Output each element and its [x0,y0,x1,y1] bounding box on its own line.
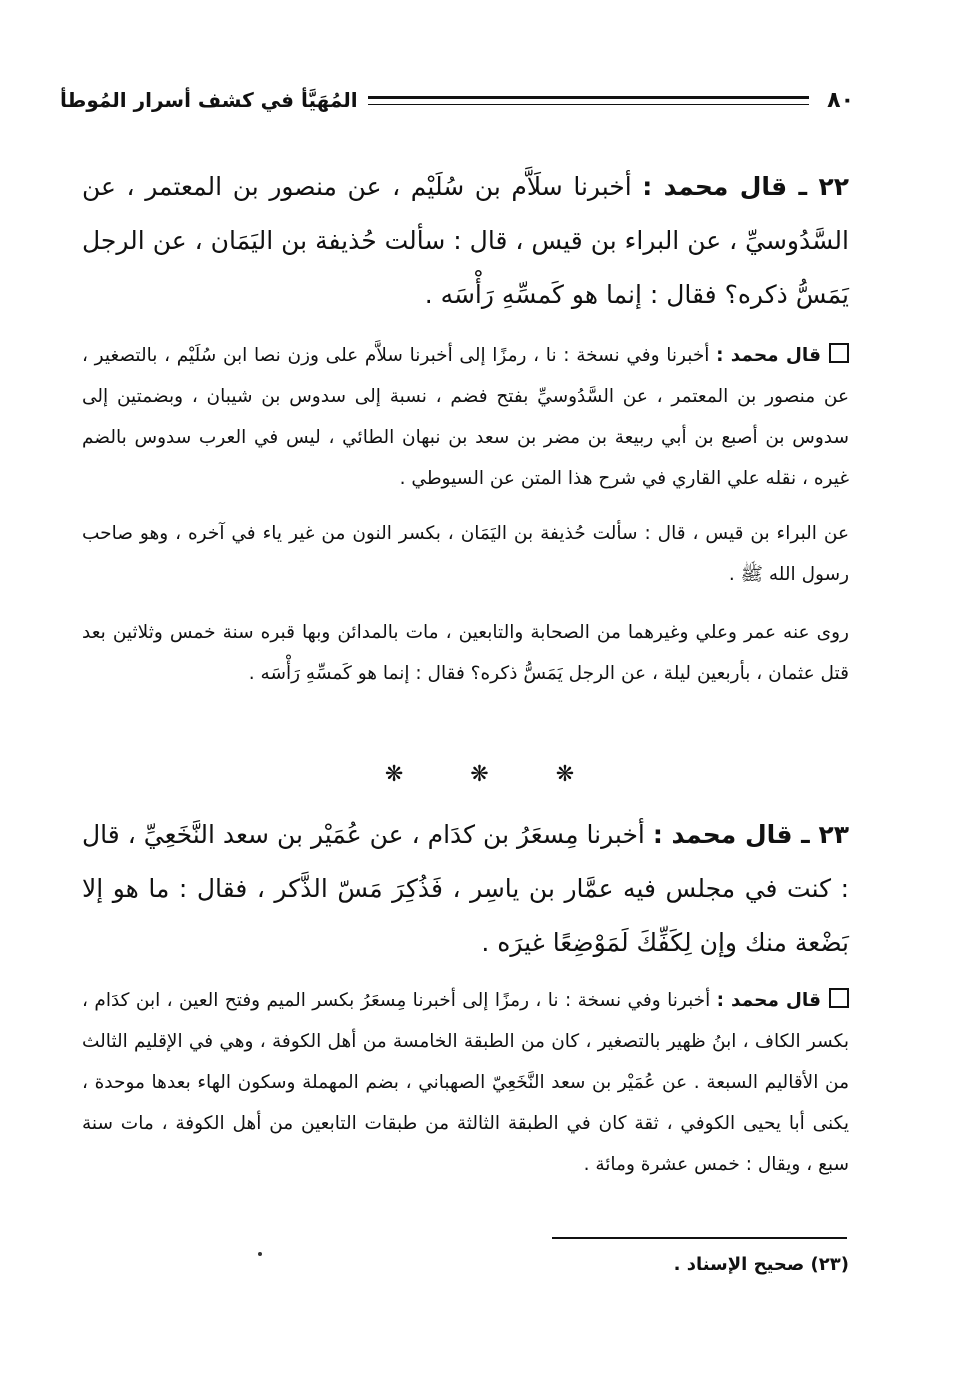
commentary-23 [82,980,849,1185]
commentary-22-c-text: روى عنه عمر وعلي وغيرهما من الصحابة والتابعين ، مات بالمدائن وبها قبره سنة خمس وثلاثين بعد قتل عثمان ، بأربعين ليلة ، عن الرجل يَمَسُّ ذكره؟ فقال : إنما هو كَمسِّهِ رَأْسَه . [82,622,849,684]
header-rule [368,96,810,105]
hadith-22-number: ٢٢ ـ قال محمد : [642,172,849,201]
scan-speck [258,1252,262,1256]
page-header [60,80,854,120]
running-title: المُهَيَّأ في كشف أسرار المُوطأ [60,88,358,112]
commentary-22-a-text: أخبرنا وفي نسخة : نا ، رمزًا إلى أخبرنا سلاَّم على وزن نصا ابن سُلَيْم ، بالتصغير ، عن منصور بن المعتمر ، عن السَّدُوسيِّ بفتح فضم ، نسبة إلى سدوس بن شيبان ، وبضمتين إلى سدوس بن أصبع بن أبي ربيعة بن مضر بن سعد بن نبهان الطائي ، ليس في العرب سدوس بالضم غيره ، نقله علي القاري في شرح هذا المتن عن السيوطي . [82,345,849,489]
separator-star-icon: ❋ [470,762,489,787]
footnote: (٢٣) صحيح الإسناد . [673,1254,849,1275]
hadith-23 [82,808,849,970]
commentary-23-text: أخبرنا وفي نسخة : نا ، رمزًا إلى أخبرنا مِسعَرُ بكسر الميم وفتح العين ، ابن كدَام ، بكسر الكاف ، ابنُ ظهير بالتصغير ، كان من الطبقة الخامسة من أهل الكوفة ، وهي في الإقليم الثالث من الأقاليم السبعة . عن عُمَيْر بن سعد النَّخَعِيّ الصهباني ، بضم المهملة وسكون الهاء بعدها موحدة ، يكنى أبا يحيى الكوفي ، ثقة كان في الطبقة الثالثة من طبقات التابعين من أهل الكوفة ، مات سنة سبع ، ويقال : خمس عشرة ومائة . [82,990,849,1175]
section-separator [0,762,959,787]
hadith-23-number: ٢٣ ـ قال محمد : [652,820,849,849]
commentary-22-a [82,335,849,499]
page-number: ٨٠ [827,87,854,113]
hadith-23-text: أخبرنا مِسعَرُ بن كدَام ، عن عُمَيْر بن سعد النَّخَعِيِّ ، قال : كنت في مجلس فيه عمَّار بن ياسِر ، فَذُكِرَ مَسّ الذَّكر ، فقال : ما هو إلا بَضْعة منك وإن لِكَفِّكَ لَمَوْضِعًا غيرَه . [82,820,849,957]
footnote-rule [552,1237,847,1239]
hadith-22-text: أخبرنا سلَاَّم بن سُلَيْم ، عن منصور بن المعتمر ، عن السَّدُوسيِّ ، عن البراء بن قيس ، قال : سألت حُذيفة بن اليَمَان ، عن الرجل يَمَسُّ ذكره؟ فقال : إنما هو كَمسِّهِ رَأْسَه . [82,172,849,309]
commentary-23-lead: قال محمد : [716,990,821,1011]
hadith-22 [82,160,849,322]
commentary-22-lead: قال محمد : [716,345,821,366]
commentary-box-icon [829,343,849,363]
commentary-22-b [82,513,849,595]
commentary-22-b-text: عن البراء بن قيس ، قال : سألت حُذيفة بن اليَمَان ، بكسر النون من غير ياء في آخره ، وهو صاحب رسول الله ﷺ . [82,523,849,585]
separator-star-icon: ❋ [555,762,575,787]
commentary-22-c [82,612,849,694]
separator-star-icon: ❋ [384,762,404,787]
commentary-box-icon [829,988,849,1008]
